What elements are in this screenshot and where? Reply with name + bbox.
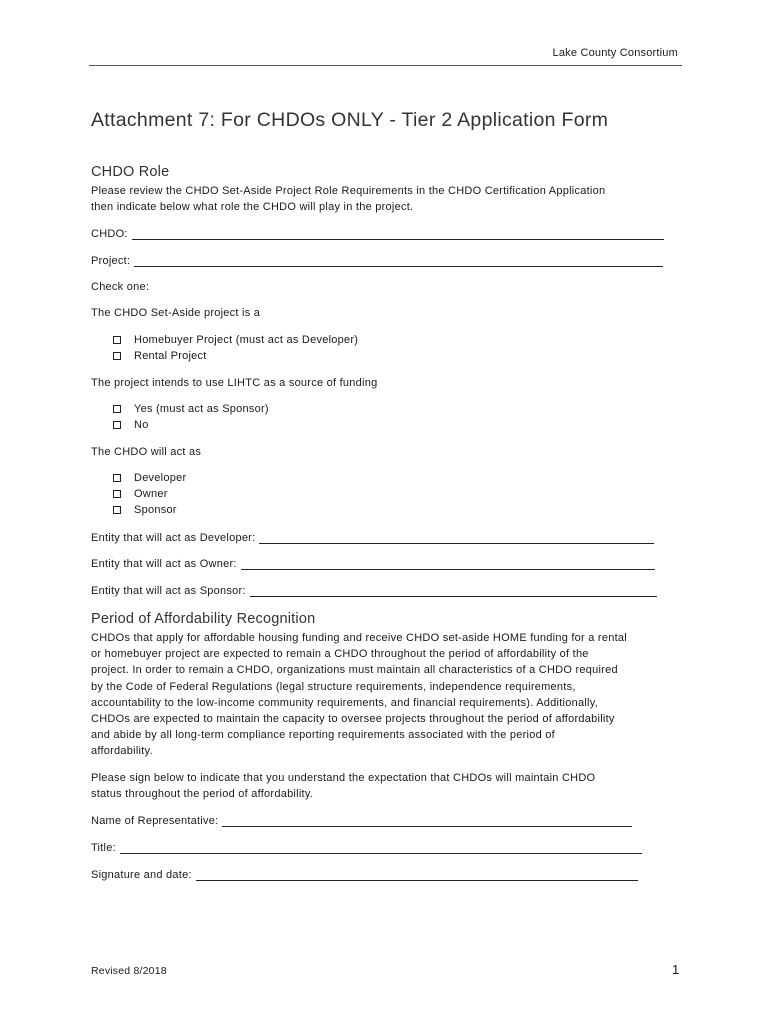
question-project-type: The CHDO Set-Aside project is a <box>91 307 261 319</box>
affordability-text-line: and abide by all long-term compliance reporting requirements associated with the period of <box>91 729 555 741</box>
affordability-text-line: or homebuyer project are expected to remain a CHDO throughout the period of affordability of the <box>91 648 589 660</box>
option-sponsor[interactable] <box>113 504 177 516</box>
affordability-text-line: affordability. <box>91 745 153 757</box>
entity-owner-field <box>91 558 655 570</box>
question-lihtc: The project intends to use LIHTC as a source of funding <box>91 377 378 389</box>
entity-owner-input-line[interactable] <box>241 559 655 570</box>
checkbox[interactable] <box>113 336 121 344</box>
signature-date-input-line[interactable] <box>196 870 638 881</box>
option-label: Owner <box>134 488 168 500</box>
entity-developer-field <box>91 532 654 544</box>
intro-text-line-2: then indicate below what role the CHDO will play in the project. <box>91 201 414 213</box>
entity-sponsor-field <box>91 585 657 597</box>
option-rental-project[interactable] <box>113 350 207 362</box>
entity-sponsor-label: Entity that will act as Sponsor: <box>91 585 246 597</box>
representative-name-label: Name of Representative: <box>91 815 219 827</box>
option-label: Developer <box>134 472 187 484</box>
entity-sponsor-input-line[interactable] <box>250 586 657 597</box>
affordability-text-line: accountability to the low-income community requirements, and financial requirements). Additionally, <box>91 697 598 709</box>
project-field <box>91 255 663 267</box>
option-label: Homebuyer Project (must act as Developer) <box>134 334 359 346</box>
signature-date-label: Signature and date: <box>91 869 192 881</box>
representative-name-field <box>91 815 632 827</box>
header-divider <box>89 65 682 66</box>
entity-developer-input-line[interactable] <box>259 533 654 544</box>
affordability-text-line: CHDOs are expected to maintain the capacity to oversee projects throughout the period of affordability <box>91 713 615 725</box>
chdo-field-label: CHDO: <box>91 228 128 240</box>
title-input-line[interactable] <box>120 843 642 854</box>
section-heading-chdo-role: CHDO Role <box>91 164 170 180</box>
check-one-label: Check one: <box>91 281 150 293</box>
representative-name-input-line[interactable] <box>222 816 632 827</box>
entity-developer-label: Entity that will act as Developer: <box>91 532 256 544</box>
checkbox[interactable] <box>113 490 121 498</box>
sign-instruction-line-1: Please sign below to indicate that you understand the expectation that CHDOs will maintain CHDO <box>91 772 596 784</box>
title-field-label: Title: <box>91 842 116 854</box>
project-input-line[interactable] <box>134 256 663 267</box>
entity-owner-label: Entity that will act as Owner: <box>91 558 237 570</box>
option-label: No <box>134 419 149 431</box>
header-organization: Lake County Consortium <box>552 47 678 59</box>
intro-text-line-1: Please review the CHDO Set-Aside Project Role Requirements in the CHDO Certification Application <box>91 185 606 197</box>
chdo-field <box>91 228 664 240</box>
checkbox[interactable] <box>113 474 121 482</box>
option-label: Rental Project <box>134 350 207 362</box>
revision-date: Revised 8/2018 <box>91 965 167 977</box>
affordability-text-line: by the Code of Federal Regulations (legal structure requirements, independence requirements, <box>91 681 576 693</box>
option-owner[interactable] <box>113 488 168 500</box>
chdo-input-line[interactable] <box>132 229 664 240</box>
option-homebuyer-project[interactable] <box>113 334 358 346</box>
option-label: Yes (must act as Sponsor) <box>134 403 269 415</box>
option-lihtc-yes[interactable] <box>113 403 269 415</box>
option-developer[interactable] <box>113 472 186 484</box>
checkbox[interactable] <box>113 352 121 360</box>
section-heading-affordability: Period of Affordability Recognition <box>91 611 316 627</box>
question-chdo-role: The CHDO will act as <box>91 446 202 458</box>
page-number: 1 <box>672 962 680 977</box>
sign-instruction-line-2: status throughout the period of affordability. <box>91 788 314 800</box>
title-field <box>91 842 642 854</box>
project-field-label: Project: <box>91 255 131 267</box>
signature-date-field <box>91 869 638 881</box>
checkbox[interactable] <box>113 405 121 413</box>
checkbox[interactable] <box>113 506 121 514</box>
page-title: Attachment 7: For CHDOs ONLY - Tier 2 Application Form <box>91 109 609 131</box>
affordability-text-line: CHDOs that apply for affordable housing funding and receive CHDO set-aside HOME funding for a rental <box>91 632 627 644</box>
option-lihtc-no[interactable] <box>113 419 149 431</box>
checkbox[interactable] <box>113 421 121 429</box>
option-label: Sponsor <box>134 504 177 516</box>
affordability-text-line: project. In order to remain a CHDO, organizations must maintain all characteristics of a CHDO required <box>91 664 618 676</box>
